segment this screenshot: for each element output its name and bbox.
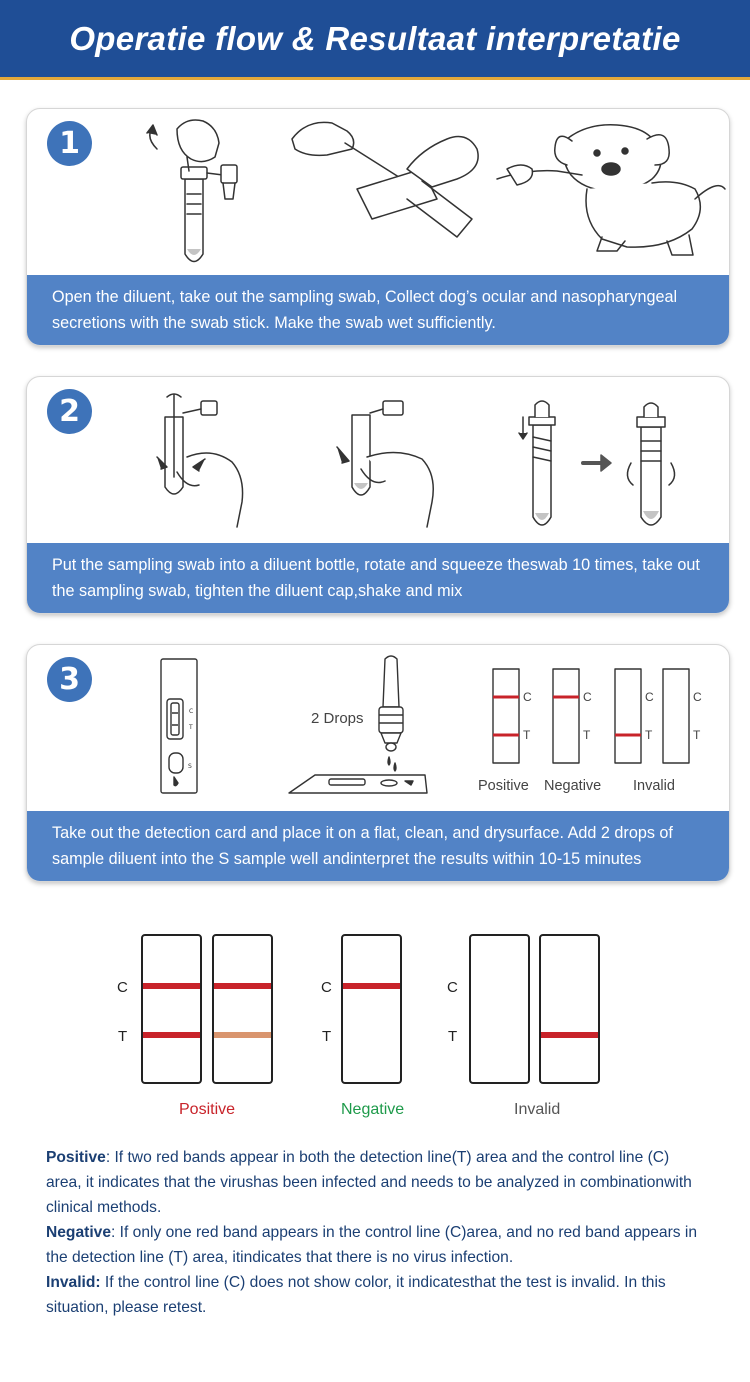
result-descriptions [46,1145,706,1320]
svg-text:C: C [447,979,458,996]
dog-icon [497,125,725,255]
step-2-text: Put the sampling swab into a diluent bottle, rotate and squeeze theswab 10 times, take out the sampling swab, tighten the diluent cap,shake and mix [27,543,729,613]
dropper-icon [379,656,403,771]
svg-text:S: S [188,763,192,770]
svg-text:T: T [322,1028,332,1045]
hands-swab-icon [292,122,478,237]
mini-invalid-label: Invalid [633,778,675,794]
svg-text:T: T [189,724,193,731]
positive-description: Positive: If two red bands appear in both the detection line(T) area and the control line (C) area, it indicates that the virushas been infected and needs to be analyzed in combinationwith clinical methods. [46,1149,692,1216]
invalid-strip-1 [470,935,529,1083]
mini-positive-label: Positive [478,778,529,794]
invalid-label: Invalid [514,1101,561,1118]
invalid-description: Invalid: If the control line (C) does not show color, it indicatesthat the test is invalid. In this situation, please retest. [46,1274,666,1316]
step-number-3: 3 [47,657,92,702]
svg-text:T: T [645,728,653,742]
invalid-strip-2 [540,935,599,1083]
svg-text:C: C [645,690,654,704]
step-2-illustration [27,377,730,545]
svg-text:T: T [693,728,701,742]
svg-text:T: T [448,1028,458,1045]
step-card-2 [26,376,730,614]
mini-result-strips [493,669,689,763]
step-number-1: 1 [47,121,92,166]
step-card-3 [26,644,730,882]
negative-label: Negative [341,1101,405,1118]
drops-label: 2 Drops [311,710,364,727]
step-3-illustration [27,645,730,813]
positive-label: Positive [179,1101,236,1118]
page-title: Operatie flow & Resultaat interpretatie [69,20,681,57]
step-1-illustration [27,109,730,277]
step-card-1 [26,108,730,346]
shake-tube-icon [627,403,674,525]
svg-text:C: C [583,690,592,704]
svg-text:C: C [523,690,532,704]
svg-text:T: T [523,728,531,742]
step-3-text: Take out the detection card and place it on a flat, clean, and drysurface. Add 2 drops of sample diluent into the S sample well andinterpret the results within 10-15 minutes [27,811,729,881]
diluent-tube-icon [147,120,237,262]
svg-text:C: C [117,979,128,996]
svg-text:C: C [321,979,332,996]
negative-description: Negative: If only one red band appears in the control line (C)area, and no red band appears in the detection line (T) area, itindicates that there is no virus infection. [46,1224,698,1266]
negative-strip [342,935,401,1083]
svg-text:T: T [118,1028,128,1045]
result-strips-figure [100,925,660,1125]
step-number-2: 2 [47,389,92,434]
step-1-text: Open the diluent, take out the sampling swab, Collect dog’s ocular and nasopharyngeal secretions with the swab stick. Make the swab wet sufficiently. [27,275,729,345]
svg-text:T: T [583,728,591,742]
positive-strip-2 [213,935,272,1083]
svg-text:C: C [189,708,194,715]
mini-negative-label: Negative [544,778,602,794]
svg-text:C: C [693,690,702,704]
rotate-swab-icon [157,394,243,527]
squeeze-swab-icon [337,401,433,527]
page-header [0,0,750,80]
tube-cap-icon [519,401,555,525]
positive-strip-1 [142,935,201,1083]
